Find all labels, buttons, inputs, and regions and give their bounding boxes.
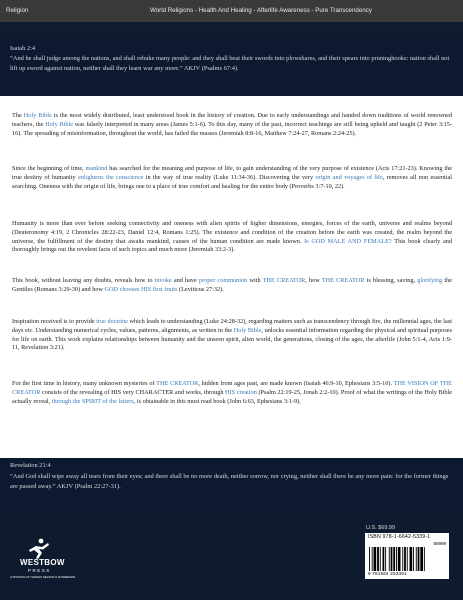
isbn-barcode <box>365 533 449 579</box>
verse-text: “And he shall judge among the nations, and shall rebuke many people: and they shall beat their swords into plowshares, and their spears into pruninghooks: nation shall not lift up sword against nation, neither shall they learn war any more.” AKJV (Psalms 67:4). <box>10 55 450 72</box>
category-bar <box>0 0 463 22</box>
barcode-bars <box>369 547 445 571</box>
description-panel <box>0 96 463 458</box>
category-label: Religion <box>6 7 29 14</box>
paragraph-communion: This book, without leaving any doubts, reveals how to invoke and have proper communion with THE CREATOR, how THE CREATOR is blessing, saving, glorifying the Gentiles (Romans 3:29-30) and how GOD chooses HIS first fruits (Leviticus 27:32). <box>12 277 453 293</box>
paragraph-humanity: Humanity is more than ever before seeking connectivity and oneness with alien spirits of higher dimensions, energies, forces of the earth, universe and realms beyond (Deuteronomy 4:19, 2 Chronicles 28:22-23, Daniel 12:4, Romans 1:25). The existence and condition of the creation before the earth was created, the realm beyond the universe, the fulfillment of the destiny that awaits mankind, causes of the human condition are made known. Is GOD MALE AND FEMALE? This book clearly and thoroughly brings out the revelent facts of such topics and much more (Jeremiah 33:2-3). <box>12 220 452 254</box>
publisher-name: WESTBOW <box>20 558 65 567</box>
verse-text: “And God shall wipe away all tears from their eyes; and there shall be no more death, neither sorrow, nor crying, neither shall there be any more pain: for the former things are passed away.” AKJV (Psalm 22:27-31). <box>10 473 449 490</box>
isbn-addon: 56999 <box>433 541 446 546</box>
barcode-number: 9 781664 253391 <box>368 571 407 576</box>
paragraph-inspiration: Inspiration received is to provide true doctrine which leads to understanding (Luke 24:28-32), regarding matters such as transcendency through fire, the millennial ages, the last days etc. Understanding numerical cycles, values, patterns, alignments, as written in the Holy Bible, unlocks essential information regarding the physical and spiritual purposes for life on earth. This work explains relationships between humanity and the unseen spirit, alien world, the generations, closing of the ages, the afterlife (John 5:1-4, Acts 1:9-11, Revelation 3:21). <box>12 318 453 352</box>
isbn-text: ISBN 978-1-6642-5339-1 <box>368 534 431 540</box>
bottom-verse-panel <box>0 458 463 510</box>
paragraph-bible: The Holy Bible is the most widely distributed, least understood book in the history of creation. Due to early understandings and handed down traditions of world renowned teachers, the Holy Bible was falsely interpreted in many areas (James 5:1-6). To this day, many of the past, incorrect teachings are still being upheld and taught (2 Peter 3:15-16). The spreading of misinformation, throughout the world, has failed the masses (Jeremiah 8:8-16, Matthew 7:24-27, Romans 2:24-25). <box>12 112 453 137</box>
paragraph-meaning: Since the beginning of time, mankind has searched for the meaning and purpose of life, to gain understanding of the very purpose of existence (Acts 17:21-23). Knowing the true destiny of humanity enlightens the conscience in the way of true reality (Luke 11:34-36). Discovering the very origin and voyages of life, removes all non essential searching. Oneness with the origin of life, brings one to a place of true comfort and healing for the entire body (Proverbs 3:7-10, 22). <box>12 165 452 190</box>
publisher-press: PRESS <box>28 568 51 573</box>
tagline: World Religions - Health And Healing - Afterlife Awareness - Pure Transcendency <box>150 7 372 14</box>
verse-reference: Revelation 21:4 <box>10 462 51 469</box>
paragraph-mysteries: For the first time in history, many unknown mysteries of THE CREATOR, hidden from ages past, are made known (Isaiah 46:9-10, Ephesians 3:5-10). THE VISION OF THE CREATOR consists of the revealing of HIS very CHARACTER and works, through HIS creation (Psalm 22:19-25, Jonah 2:2-10). Proof of what the writings of the Holy Bible actually reveal, through the SPIRIT of the letters, is obtainable in this must read book (John 6:63, Ephesians 3:1-9). <box>12 380 452 405</box>
price-label: U.S. $69.99 <box>366 525 396 531</box>
top-verse-panel <box>0 38 463 96</box>
verse-reference: Isaiah 2:4 <box>10 45 36 52</box>
runner-figure-icon <box>24 538 52 560</box>
publisher-division: A DIVISION OF THOMAS NELSON & ZONDERVAN <box>10 575 76 579</box>
